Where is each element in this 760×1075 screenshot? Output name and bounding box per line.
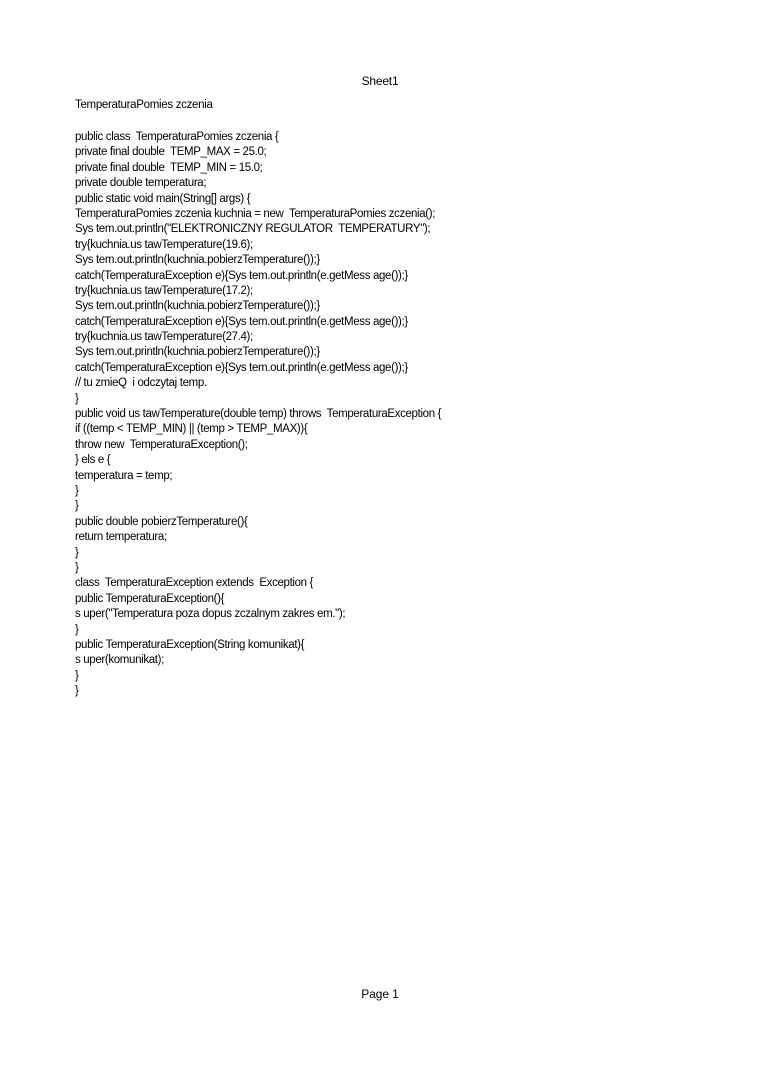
code-line: throw new TemperaturaException(); (75, 438, 248, 451)
code-line: public TemperaturaException(){ (75, 592, 225, 605)
code-line: // tu zmieQ i odczytaj temp. (75, 377, 207, 390)
document-title: TemperaturaPomies zczenia (75, 99, 213, 111)
code-line: public double pobierzTemperature(){ (75, 515, 248, 528)
code-line: private final double TEMP_MAX = 25.0; (75, 146, 267, 159)
sheet-header: Sheet1 (361, 74, 399, 88)
code-line: catch(TemperaturaException e){Sys tem.out.println(e.getMess age());} (75, 315, 408, 328)
code-line: } (75, 623, 79, 636)
code-line: public TemperaturaException(String komunikat){ (75, 638, 305, 651)
code-line: } (75, 669, 79, 682)
code-line: private final double TEMP_MIN = 15.0; (75, 161, 263, 174)
code-line: try{kuchnia.us tawTemperature(27.4); (75, 331, 253, 344)
page-number: Page 1 (361, 987, 399, 1001)
code-line: } els e { (75, 454, 111, 467)
code-line: Sys tem.out.println(kuchnia.pobierzTemperature());} (75, 300, 320, 313)
code-line: return temperatura; (75, 531, 167, 544)
code-line: } (75, 500, 79, 513)
code-line: Sys tem.out.println(kuchnia.pobierzTemperature());} (75, 254, 320, 267)
code-line: public class TemperaturaPomies zczenia { (75, 131, 279, 143)
code-line: } (75, 484, 79, 497)
code-line: } (75, 392, 79, 405)
code-line: } (75, 561, 79, 574)
code-line: public static void main(String[] args) { (75, 192, 251, 205)
code-line: try{kuchnia.us tawTemperature(19.6); (75, 238, 253, 251)
code-line: temperatura = temp; (75, 469, 173, 482)
code-line: s uper("Temperatura poza dopus zczalnym zakres em."); (75, 608, 346, 621)
code-line: try{kuchnia.us tawTemperature(17.2); (75, 284, 253, 297)
code-line: catch(TemperaturaException e){Sys tem.out.println(e.getMess age());} (75, 269, 408, 282)
code-line: } (75, 546, 79, 559)
code-line: Sys tem.out.println("ELEKTRONICZNY REGULATOR TEMPERATURY"); (75, 223, 431, 236)
code-line: private double temperatura; (75, 177, 207, 190)
code-line: catch(TemperaturaException e){Sys tem.out.println(e.getMess age());} (75, 361, 408, 374)
code-line: } (75, 685, 79, 698)
code-line: public void us tawTemperature(double temp) throws TemperaturaException { (75, 408, 442, 421)
code-line: if ((temp < TEMP_MIN) || (temp > TEMP_MAX)){ (75, 423, 308, 436)
code-line: s uper(komunikat); (75, 654, 164, 667)
code-line: class TemperaturaException extends Exception { (75, 577, 314, 590)
code-line: TemperaturaPomies zczenia kuchnia = new TemperaturaPomies zczenia(); (75, 207, 436, 220)
code-line: Sys tem.out.println(kuchnia.pobierzTemperature());} (75, 346, 320, 359)
code-block (75, 130, 715, 699)
